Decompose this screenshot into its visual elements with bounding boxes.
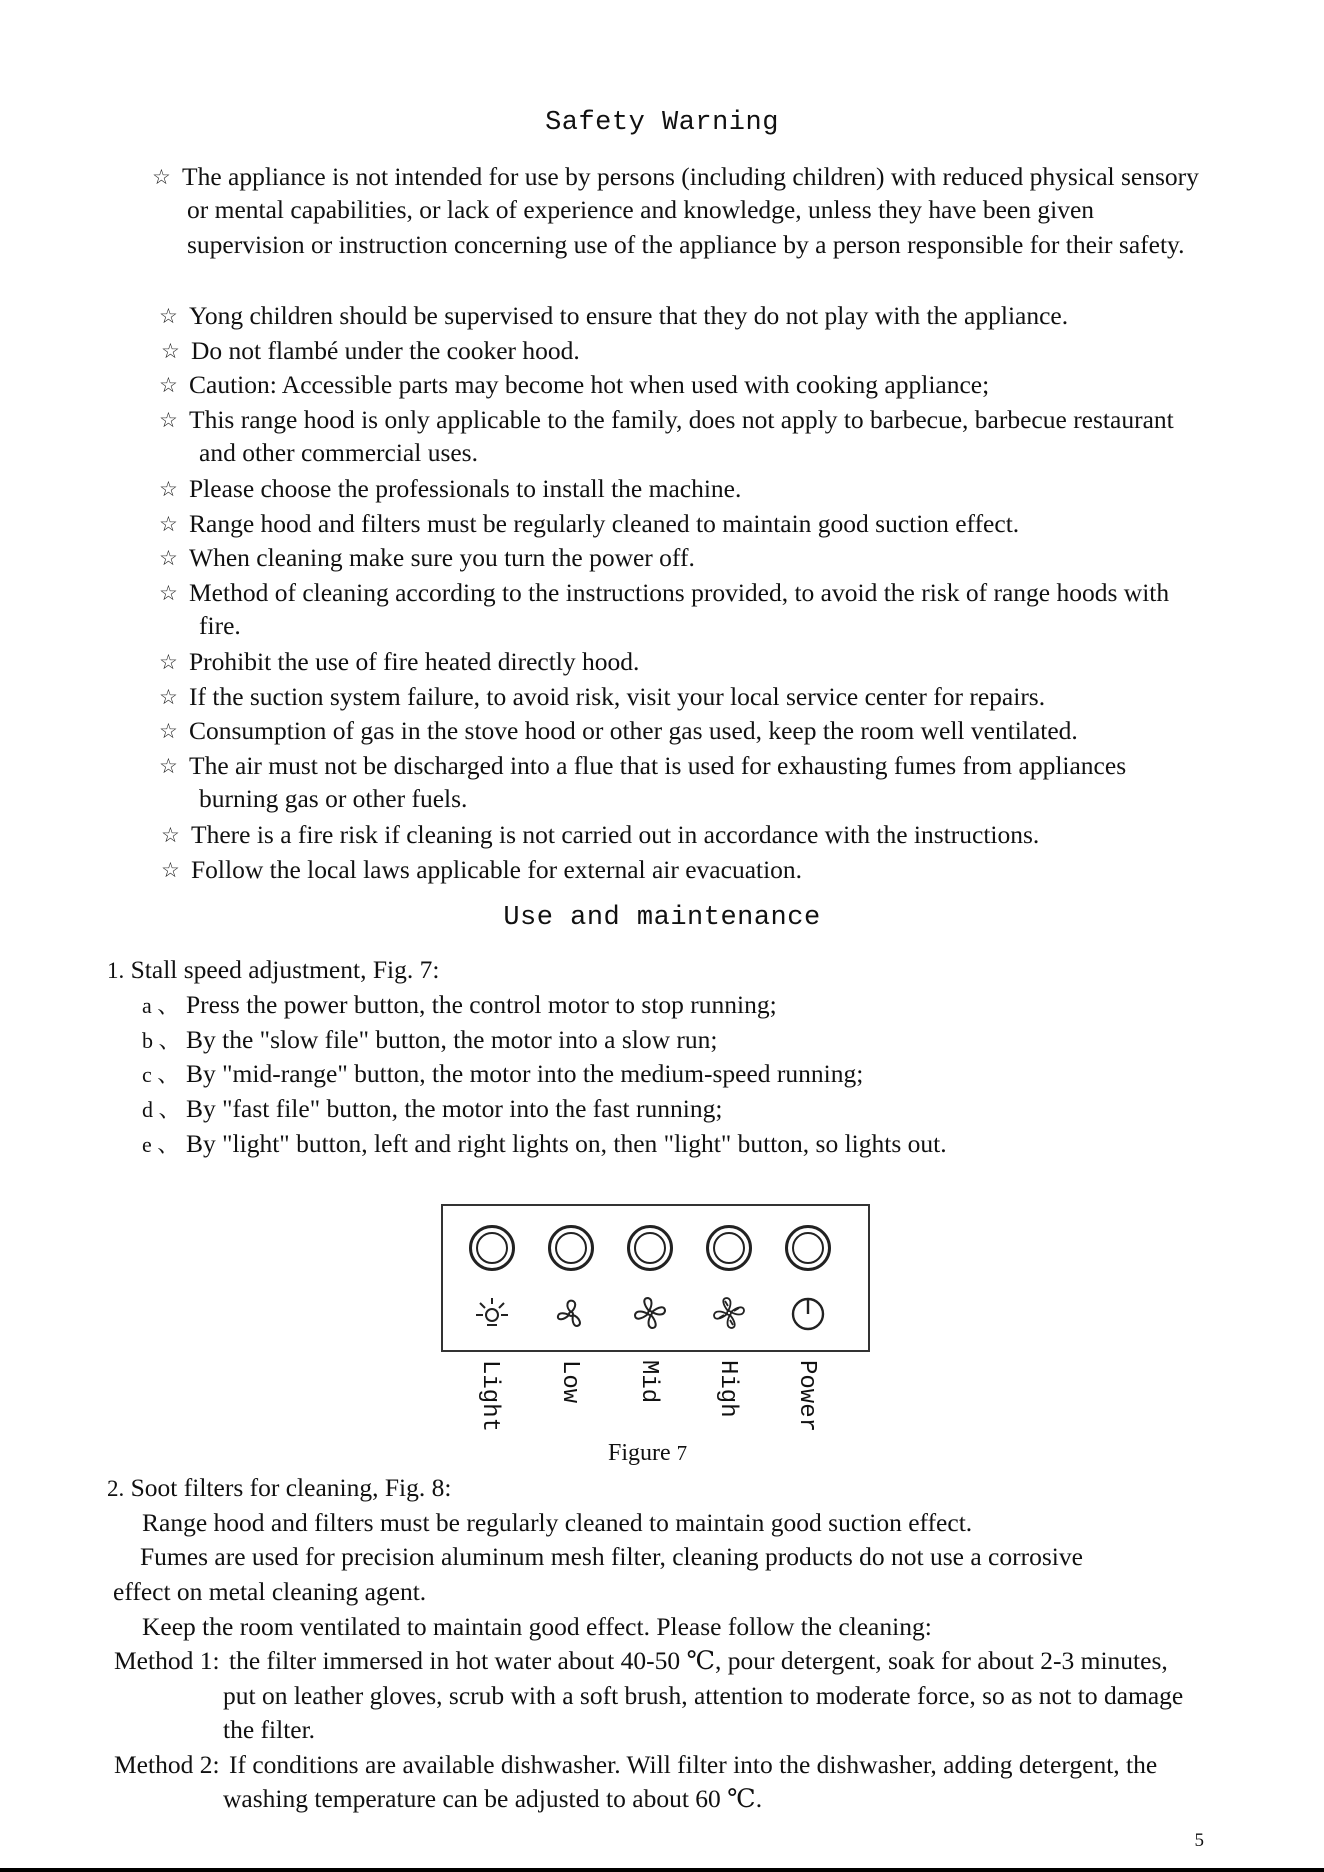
star-bullet-icon: ☆ bbox=[159, 408, 178, 432]
list-item-continuation: and other commercial uses. bbox=[199, 438, 478, 467]
star-bullet-icon: ☆ bbox=[159, 477, 178, 501]
power-label: Power bbox=[793, 1360, 820, 1433]
power-icon bbox=[788, 1293, 828, 1333]
page-number: 5 bbox=[1194, 1830, 1204, 1851]
star-bullet-icon: ☆ bbox=[159, 650, 178, 674]
power-button-circle bbox=[785, 1225, 831, 1271]
paragraph: Keep the room ventilated to maintain good effect. Please follow the cleaning: bbox=[142, 1612, 932, 1641]
list-item: ☆ If the suction system failure, to avoid risk, visit your local service center for repairs. bbox=[189, 680, 1045, 715]
list-item-continuation: burning gas or other fuels. bbox=[199, 784, 468, 813]
list-item: ☆ Yong children should be supervised to ensure that they do not play with the appliance. bbox=[189, 299, 1068, 334]
light-label: Light bbox=[476, 1360, 503, 1433]
star-bullet-icon: ☆ bbox=[161, 823, 180, 847]
star-bullet-icon: ☆ bbox=[159, 754, 178, 778]
high-button-circle bbox=[706, 1225, 752, 1271]
safety-warning-heading: Safety Warning bbox=[545, 108, 779, 138]
list-item: ☆ The appliance is not intended for use by persons (including children) with reduced physical sensory bbox=[182, 160, 1199, 195]
star-bullet-icon: ☆ bbox=[159, 373, 178, 397]
star-bullet-icon: ☆ bbox=[161, 858, 180, 882]
numbered-item-2: 2. Soot filters for cleaning, Fig. 8: bbox=[107, 1473, 452, 1502]
fan-low-icon bbox=[551, 1293, 591, 1333]
sub-item-a: a 、 Press the power button, the control motor to stop running; bbox=[142, 990, 777, 1019]
star-bullet-icon: ☆ bbox=[159, 304, 178, 328]
list-item: ☆ Method of cleaning according to the instructions provided, to avoid the risk of range hoods with bbox=[189, 576, 1169, 611]
star-bullet-icon: ☆ bbox=[159, 546, 178, 570]
numbered-item-1: 1. Stall speed adjustment, Fig. 7: bbox=[107, 955, 440, 984]
bottom-rule bbox=[0, 1868, 1324, 1872]
star-bullet-icon: ☆ bbox=[159, 719, 178, 743]
method-1-text: the filter. bbox=[223, 1715, 316, 1744]
mid-label: Mid bbox=[635, 1360, 662, 1404]
method-1-text: put on leather gloves, scrub with a soft brush, attention to moderate force, so as not to damage bbox=[223, 1681, 1184, 1710]
low-label: Low bbox=[556, 1360, 583, 1404]
method-2-text: If conditions are available dishwasher. Will filter into the dishwasher, adding detergent, the bbox=[229, 1750, 1158, 1779]
method-1-label: Method 1: bbox=[114, 1646, 220, 1675]
method-2-text: washing temperature can be adjusted to about 60 ℃. bbox=[223, 1784, 763, 1813]
sub-item-d: d 、 By "fast file" button, the motor into the fast running; bbox=[142, 1094, 723, 1123]
list-item: ☆ When cleaning make sure you turn the power off. bbox=[189, 541, 695, 576]
method-1-text: the filter immersed in hot water about 40-50 ℃, pour detergent, soak for about 2-3 minutes, bbox=[229, 1646, 1168, 1675]
list-item: ☆ Follow the local laws applicable for external air evacuation. bbox=[191, 853, 802, 888]
list-item: ☆ Do not flambé under the cooker hood. bbox=[191, 334, 580, 369]
list-item: ☆ Prohibit the use of fire heated directly hood. bbox=[189, 645, 639, 680]
list-item: ☆ Caution: Accessible parts may become hot when used with cooking appliance; bbox=[189, 368, 989, 403]
star-bullet-icon: ☆ bbox=[152, 165, 171, 189]
figure-caption: Figure 7 bbox=[608, 1440, 688, 1466]
list-item: ☆ There is a fire risk if cleaning is not carried out in accordance with the instructions. bbox=[191, 818, 1039, 853]
star-bullet-icon: ☆ bbox=[159, 581, 178, 605]
star-bullet-icon: ☆ bbox=[161, 339, 180, 363]
list-item-continuation: fire. bbox=[199, 611, 241, 640]
low-button-circle bbox=[548, 1225, 594, 1271]
list-item: ☆ Consumption of gas in the stove hood or other gas used, keep the room well ventilated. bbox=[189, 714, 1078, 749]
sub-item-e: e 、 By "light" button, left and right lights on, then "light" button, so lights out. bbox=[142, 1129, 947, 1158]
mid-button-circle bbox=[627, 1225, 673, 1271]
fan-high-icon bbox=[709, 1293, 749, 1333]
list-item-continuation: supervision or instruction concerning use of the appliance by a person responsible for their safety. bbox=[187, 230, 1185, 259]
star-bullet-icon: ☆ bbox=[159, 512, 178, 536]
paragraph: Range hood and filters must be regularly cleaned to maintain good suction effect. bbox=[142, 1508, 973, 1537]
fan-mid-icon bbox=[630, 1293, 670, 1333]
use-maintenance-heading: Use and maintenance bbox=[503, 903, 821, 933]
light-button-circle bbox=[469, 1225, 515, 1271]
sub-item-b: b 、 By the "slow file" button, the motor into a slow run; bbox=[142, 1025, 718, 1054]
sub-item-c: c 、 By "mid-range" button, the motor into the medium-speed running; bbox=[142, 1059, 864, 1088]
list-item: ☆ The air must not be discharged into a flue that is used for exhausting fumes from appliances bbox=[189, 749, 1126, 784]
control-panel-figure bbox=[441, 1204, 870, 1352]
paragraph: Fumes are used for precision aluminum mesh filter, cleaning products do not use a corrosive bbox=[140, 1542, 1083, 1571]
paragraph-continuation: effect on metal cleaning agent. bbox=[113, 1577, 427, 1606]
list-item: ☆ Range hood and filters must be regularly cleaned to maintain good suction effect. bbox=[189, 507, 1019, 542]
method-2-label: Method 2: bbox=[114, 1750, 220, 1779]
list-item-continuation: or mental capabilities, or lack of experience and knowledge, unless they have been given bbox=[187, 195, 1095, 224]
high-label: High bbox=[714, 1360, 741, 1418]
list-item: ☆ This range hood is only applicable to the family, does not apply to barbecue, barbecue restaurant bbox=[189, 403, 1174, 438]
light-icon bbox=[472, 1293, 512, 1333]
list-item: ☆ Please choose the professionals to install the machine. bbox=[189, 472, 741, 507]
star-bullet-icon: ☆ bbox=[159, 685, 178, 709]
